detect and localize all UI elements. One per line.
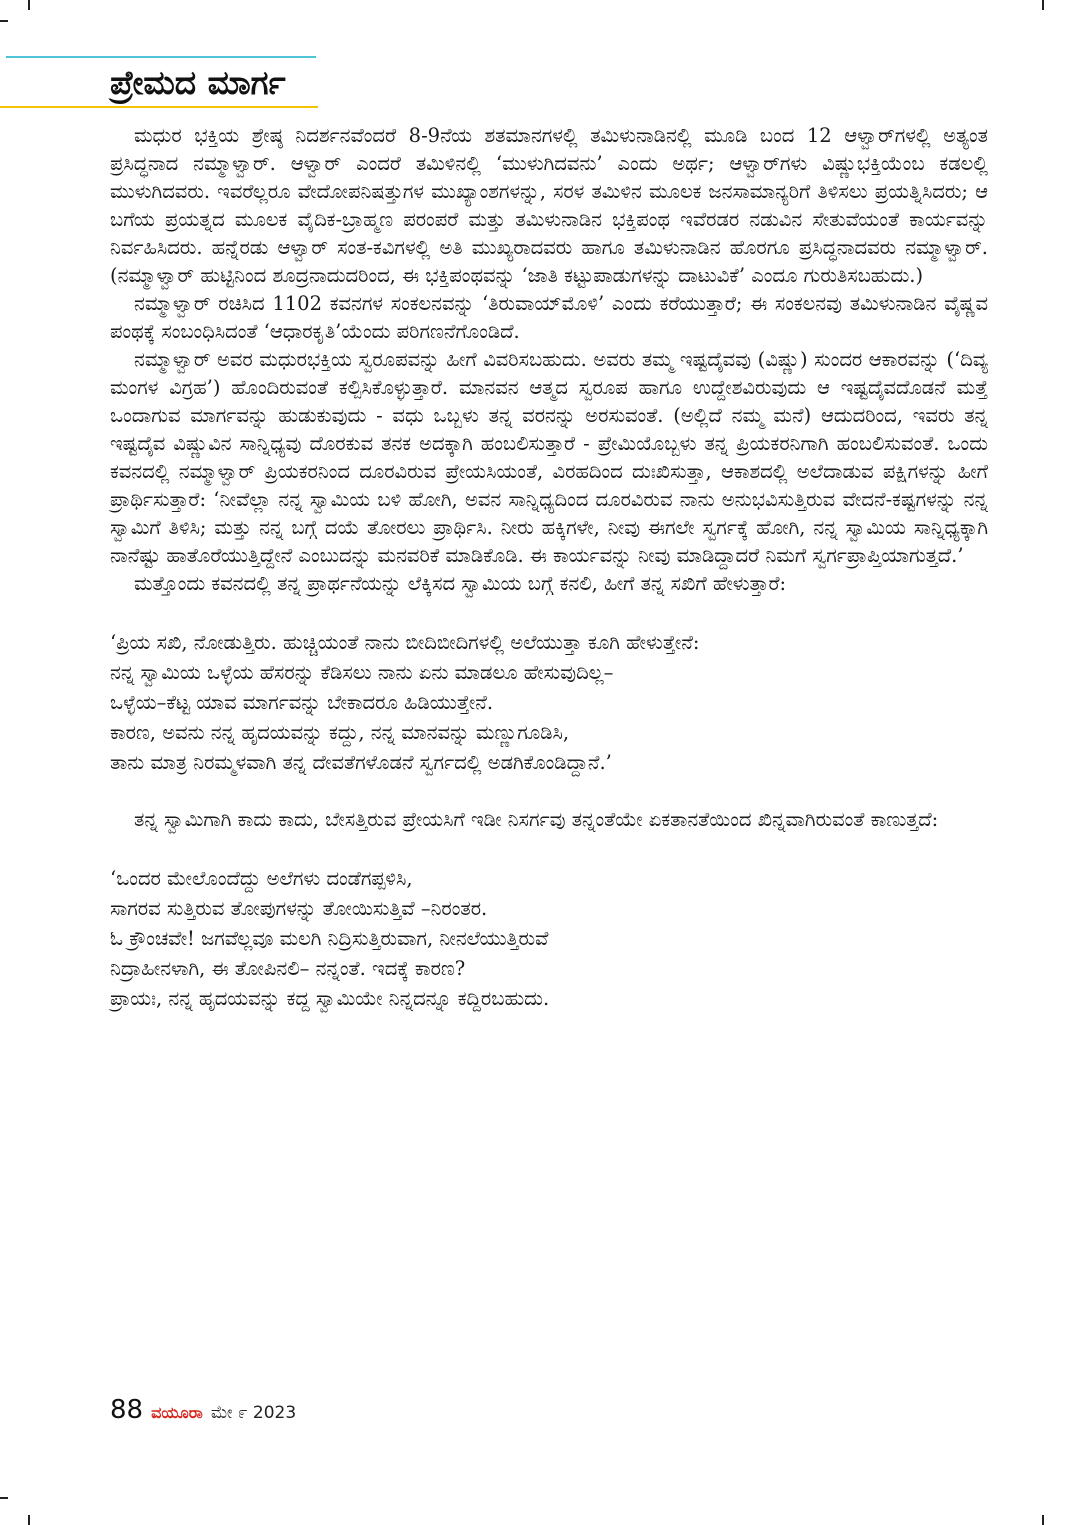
verse-line: ನಿದ್ರಾಹೀನಳಾಗಿ, ಈ ತೋಪಿನಲಿ– ನನ್ನಂತೆ. ಇದಕ್ಕೆ ಕಾರಣ?: [110, 957, 466, 980]
verse-line: ನನ್ನ ಸ್ವಾಮಿಯ ಒಳ್ಳೆಯ ಹೆಸರನ್ನು ಕೆಡಿಸಲು ನಾನು ಏನು ಮಾಡಲೂ ಹೇಸುವುದಿಲ್ಲ–: [110, 661, 614, 684]
verse-line: ‘ಒಂದರ ಮೇಲೊಂದೆದ್ದು ಅಲೆಗಳು ದಂಡೆಗಪ್ಪಳಿಸಿ,: [110, 867, 413, 890]
verse-line: ಕಾರಣ, ಅವನು ನನ್ನ ಹೃದಯವನ್ನು ಕದ್ದು, ನನ್ನ ಮಾನವನ್ನು ಮಣ್ಣುಗೂಡಿಸಿ,: [110, 721, 570, 744]
verse-block: [110, 864, 988, 1014]
crop-mark-top-left: [28, 0, 30, 10]
page-footer: [110, 1395, 296, 1429]
page-number: 88: [110, 1395, 144, 1425]
paragraph: ನಮ್ಮಾಳ್ವಾರ್ ರಚಿಸಿದ 1102 ಕವನಗಳ ಸಂಕಲನವನ್ನು ‘ತಿರುವಾಯ್‌ಮೊಳಿ’ ಎಂದು ಕರೆಯುತ್ತಾರೆ; ಈ ಸಂಕಲನವು ತಮಿಳುನಾಡಿನ ವೈಷ್ಣವ ಪಂಥಕ್ಕೆ ಸಂಬಂಧಿಸಿದಂತೆ ‘ಆಧಾರಕೃತಿ’ಯೆಂದು ಪರಿಗಣನೆಗೊಂಡಿದೆ.: [110, 292, 988, 343]
verse-line: ಸಾಗರವ ಸುತ್ತಿರುವ ತೋಪುಗಳನ್ನು ತೋಯಿಸುತ್ತಿವೆ –ನಿರಂತರ.: [110, 897, 488, 920]
section-heading: [0, 56, 318, 108]
crop-mark-top-right: [1042, 0, 1044, 10]
verse-line: ಓ ಕ್ರೌಂಚವೇ! ಜಗವೆಲ್ಲವೂ ಮಲಗಿ ನಿದ್ರಿಸುತ್ತಿರುವಾಗ, ನೀನಲೆಯುತ್ತಿರುವೆ: [110, 927, 549, 950]
paragraph: ಮತ್ತೊಂದು ಕವನದಲ್ಲಿ ತನ್ನ ಪ್ರಾರ್ಥನೆಯನ್ನು ಲೆಕ್ಕಿಸದ ಸ್ವಾಮಿಯ ಬಗ್ಗೆ ಕನಲಿ, ಹೀಗೆ ತನ್ನ ಸಖಿಗೆ ಹೇಳುತ್ತಾರೆ:: [134, 572, 787, 595]
article-body: [110, 122, 988, 1014]
spacer: [110, 778, 988, 806]
verse-line: ಪ್ರಾಯಃ, ನನ್ನ ಹೃದಯವನ್ನು ಕದ್ದ ಸ್ವಾಮಿಯೇ ನಿನ್ನದನ್ನೂ ಕದ್ದಿರಬಹುದು.: [110, 987, 550, 1010]
heading-rule-bottom: [0, 106, 318, 108]
crop-mark-bottom-right: [1042, 1515, 1044, 1525]
issue-date: ಮೇ ೯ 2023: [210, 1403, 297, 1423]
heading-rule-top: [6, 56, 316, 58]
paragraph: ಮಧುರ ಭಕ್ತಿಯ ಶ್ರೇಷ್ಠ ನಿದರ್ಶನವೆಂದರೆ 8-9ನೆಯ ಶತಮಾನಗಳಲ್ಲಿ ತಮಿಳುನಾಡಿನಲ್ಲಿ ಮೂಡಿ ಬಂದ 12 ಆಳ್ವಾರ್‌ಗಳಲ್ಲಿ ಅತ್ಯಂತ ಪ್ರಸಿದ್ಧನಾದ ನಮ್ಮಾಳ್ವಾರ್. ಆಳ್ವಾರ್ ಎಂದರೆ ತಮಿಳಿನಲ್ಲಿ ‘ಮುಳುಗಿದವನು’ ಎಂದು ಅರ್ಥ; ಆಳ್ವಾರ್‌ಗಳು ವಿಷ್ಣುಭಕ್ತಿಯೆಂಬ ಕಡಲಲ್ಲಿ ಮುಳುಗಿದವರು. ಇವರೆಲ್ಲರೂ ವೇದೋಪನಿಷತ್ತುಗಳ ಮುಖ್ಯಾಂಶಗಳನ್ನು, ಸರಳ ತಮಿಳಿನ ಮೂಲಕ ಜನಸಾಮಾನ್ಯರಿಗೆ ತಿಳಿಸಲು ಪ್ರಯತ್ನಿಸಿದರು; ಆ ಬಗೆಯ ಪ್ರಯತ್ನದ ಮೂಲಕ ವೈದಿಕ-ಬ್ರಾಹ್ಮಣ ಪರಂಪರೆ ಮತ್ತು ತಮಿಳುನಾಡಿನ ಭಕ್ತಿಪಂಥ ಇವೆರಡರ ನಡುವಿನ ಸೇತುವೆಯಂತೆ ಕಾರ್ಯವನ್ನು ನಿರ್ವಹಿಸಿದರು. ಹನ್ನೆರಡು ಆಳ್ವಾರ್ ಸಂತ-ಕವಿಗಳಲ್ಲಿ ಅತಿ ಮುಖ್ಯರಾದವರು ಹಾಗೂ ತಮಿಳುನಾಡಿನ ಹೊರಗೂ ಪ್ರಸಿದ್ಧನಾದವರು ನಮ್ಮಾಳ್ವಾರ್. (ನಮ್ಮಾಳ್ವಾರ್ ಹುಟ್ಟಿನಿಂದ ಶೂದ್ರನಾದುದರಿಂದ, ಈ ಭಕ್ತಿಪಂಥವನ್ನು ‘ಜಾತಿ ಕಟ್ಟುಪಾಡುಗಳನ್ನು ದಾಟುವಿಕೆ’ ಎಂದೂ ಗುರುತಿಸಬಹುದು.): [110, 124, 988, 287]
crop-mark-left-bottom: [0, 1497, 8, 1499]
crop-mark-bottom-left: [28, 1515, 30, 1525]
crop-mark-left-top: [0, 20, 8, 22]
paragraph: ತನ್ನ ಸ್ವಾಮಿಗಾಗಿ ಕಾದು ಕಾದು, ಬೇಸತ್ತಿರುವ ಪ್ರೇಯಸಿಗೆ ಇಡೀ ನಿಸರ್ಗವು ತನ್ನಂತೆಯೇ ಏಕತಾನತೆಯಿಂದ ಖಿನ್ನವಾಗಿರುವಂತೆ ಕಾಣುತ್ತದೆ:: [134, 808, 939, 831]
verse-line: ‘ಪ್ರಿಯ ಸಖಿ, ನೋಡುತ್ತಿರು. ಹುಚ್ಚಿಯಂತೆ ನಾನು ಬೀದಿಬೀದಿಗಳಲ್ಲಿ ಅಲೆಯುತ್ತಾ ಕೂಗಿ ಹೇಳುತ್ತೇನೆ:: [110, 631, 700, 654]
paragraph: ನಮ್ಮಾಳ್ವಾರ್ ಅವರ ಮಧುರಭಕ್ತಿಯ ಸ್ವರೂಪವನ್ನು ಹೀಗೆ ವಿವರಿಸಬಹುದು. ಅವರು ತಮ್ಮ ಇಷ್ಟದೈವವು (ವಿಷ್ಣು) ಸುಂದರ ಆಕಾರವನ್ನು (‘ದಿವ್ಯ ಮಂಗಳ ವಿಗ್ರಹ’) ಹೊಂದಿರುವಂತೆ ಕಲ್ಪಿಸಿಕೊಳ್ಳುತ್ತಾರೆ. ಮಾನವನ ಆತ್ಮದ ಸ್ವರೂಪ ಹಾಗೂ ಉದ್ದೇಶವಿರುವುದು ಆ ಇಷ್ಟದೈವದೊಡನೆ ಮತ್ತೆ ಒಂದಾಗುವ ಮಾರ್ಗವನ್ನು ಹುಡುಕುವುದು - ವಧು ಒಬ್ಬಳು ತನ್ನ ವರನನ್ನು ಅರಸುವಂತೆ. (ಅಲ್ಲಿದೆ ನಮ್ಮ ಮನೆ) ಆದುದರಿಂದ, ಇವರು ತನ್ನ ಇಷ್ಟದೈವ ವಿಷ್ಣುವಿನ ಸಾನ್ನಿಧ್ಯವು ದೊರಕುವ ತನಕ ಅದಕ್ಕಾಗಿ ಹಂಬಲಿಸುತ್ತಾರೆ - ಪ್ರೇಮಿಯೊಬ್ಬಳು ತನ್ನ ಪ್ರಿಯಕರನಿಗಾಗಿ ಹಂಬಲಿಸುವಂತೆ. ಒಂದು ಕವನದಲ್ಲಿ ನಮ್ಮಾಳ್ವಾರ್ ಪ್ರಿಯಕರನಿಂದ ದೂರವಿರುವ ಪ್ರೇಯಸಿಯಂತೆ, ವಿರಹದಿಂದ ದುಃಖಿಸುತ್ತಾ, ಆಕಾಶದಲ್ಲಿ ಅಲೆದಾಡುವ ಪಕ್ಷಿಗಳನ್ನು ಹೀಗೆ ಪ್ರಾರ್ಥಿಸುತ್ತಾರೆ: ‘ನೀವೆಲ್ಲಾ ನನ್ನ ಸ್ವಾಮಿಯ ಬಳಿ ಹೋಗಿ, ಅವನ ಸಾನ್ನಿಧ್ಯದಿಂದ ದೂರವಿರುವ ನಾನು ಅನುಭವಿಸುತ್ತಿರುವ ವೇದನೆ-ಕಷ್ಟಗಳನ್ನು ನನ್ನ ಸ್ವಾಮಿಗೆ ತಿಳಿಸಿ; ಮತ್ತು ನನ್ನ ಬಗ್ಗೆ ದಯೆ ತೋರಲು ಪ್ರಾರ್ಥಿಸಿ. ನೀರು ಹಕ್ಕಿಗಳೇ, ನೀವು ಈಗಲೇ ಸ್ವರ್ಗಕ್ಕೆ ಹೋಗಿ, ನನ್ನ ಸ್ವಾಮಿಯ ಸಾನ್ನಿಧ್ಯಕ್ಕಾಗಿ ನಾನೆಷ್ಟು ಹಾತೊರೆಯುತ್ತಿದ್ದೇನೆ ಎಂಬುದನ್ನು ಮನವರಿಕೆ ಮಾಡಿಕೊಡಿ. ಈ ಕಾರ್ಯವನ್ನು ನೀವು ಮಾಡಿದ್ದಾದರೆ ನಿಮಗೆ ಸ್ವರ್ಗಪ್ರಾಪ್ತಿಯಾಗುತ್ತದೆ.’: [110, 348, 988, 567]
article-title: ಪ್ರೇಮದ ಮಾರ್ಗ: [110, 63, 286, 102]
magazine-logo: ವಯೂರಾ: [151, 1403, 203, 1422]
verse-line: ಒಳ್ಳೆಯ–ಕೆಟ್ಟ ಯಾವ ಮಾರ್ಗವನ್ನು ಬೇಕಾದರೂ ಹಿಡಿಯುತ್ತೇನೆ.: [110, 691, 494, 714]
verse-block: [110, 628, 988, 778]
verse-line: ತಾನು ಮಾತ್ರ ನಿರಮ್ಮಳವಾಗಿ ತನ್ನ ದೇವತೆಗಳೊಡನೆ ಸ್ವರ್ಗದಲ್ಲಿ ಅಡಗಿಕೊಂಡಿದ್ದಾನೆ.’: [110, 751, 612, 774]
